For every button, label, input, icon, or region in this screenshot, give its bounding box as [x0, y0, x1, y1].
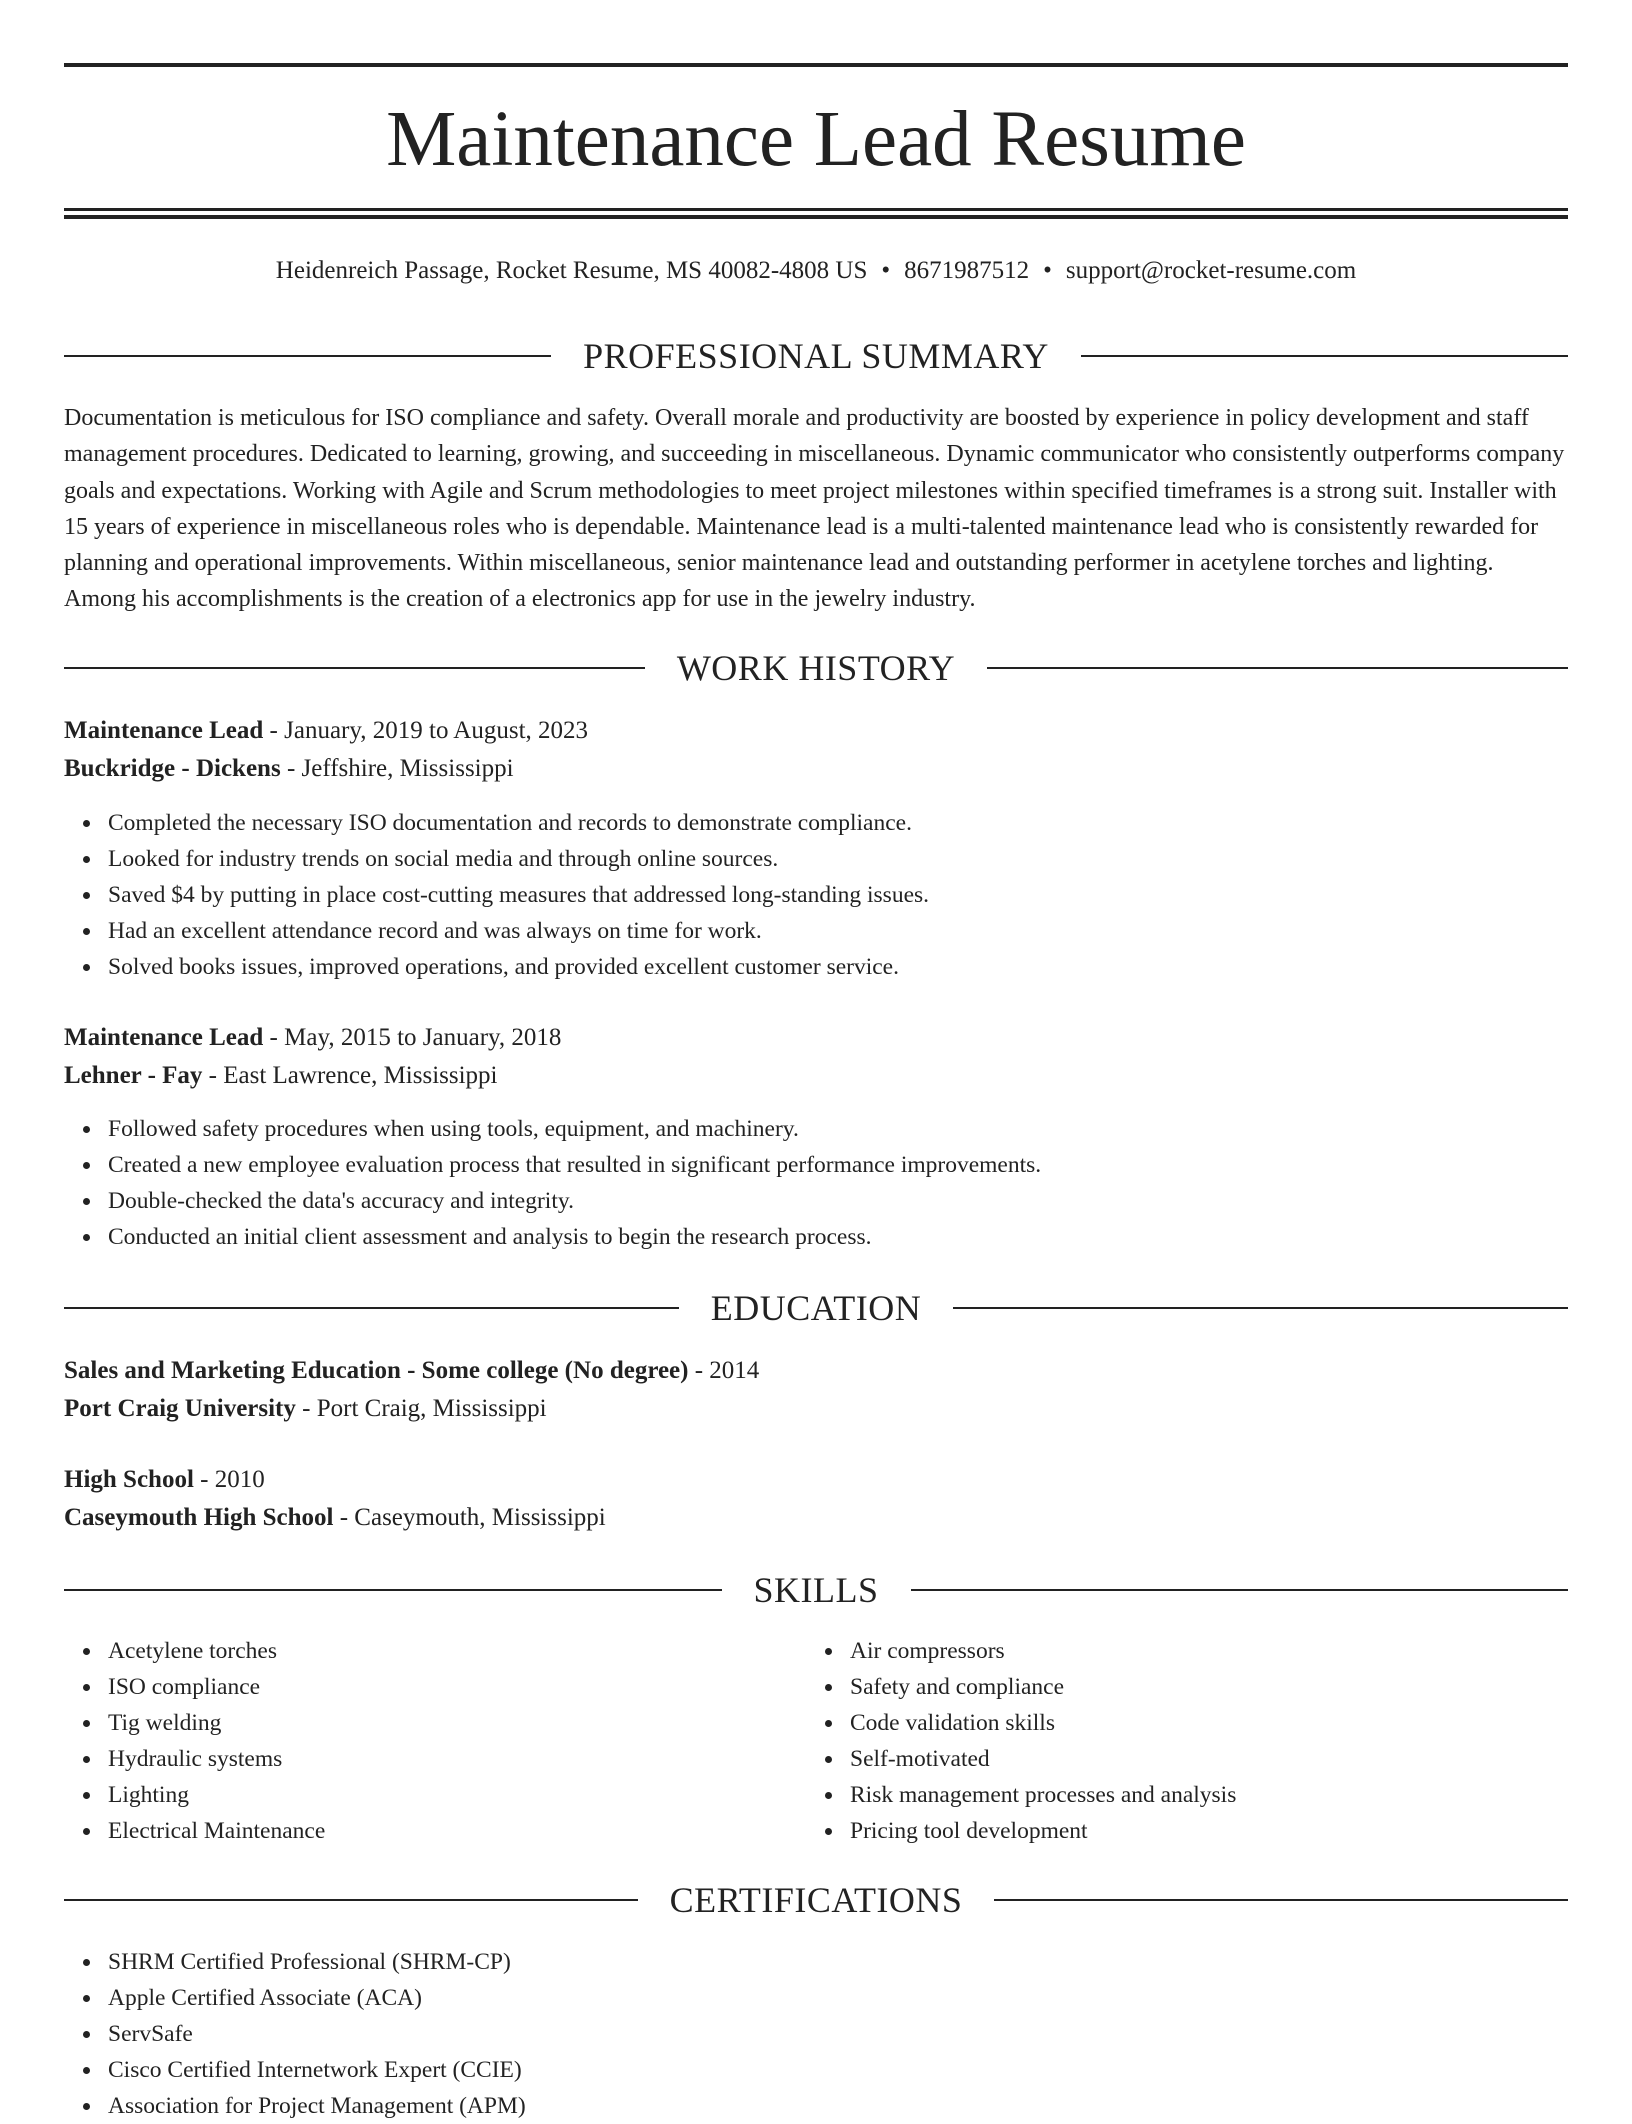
job-company: Lehner - Fay [64, 1062, 203, 1089]
section-title: WORK HISTORY [676, 648, 956, 688]
heading-rule-right [994, 1899, 1568, 1901]
job-title: Maintenance Lead [64, 1024, 264, 1051]
education-school-line [64, 1390, 1568, 1428]
heading-rule-right [1081, 355, 1568, 357]
job-dates: - May, 2015 to January, 2018 [263, 1024, 562, 1051]
list-item: ServSafe [108, 2016, 526, 2052]
heading-rule-right [911, 1589, 1569, 1591]
heading-rule-left [64, 355, 551, 357]
list-item: Apple Certified Associate (ACA) [108, 1980, 526, 2016]
list-item: Code validation skills [850, 1705, 1236, 1741]
education-entry [64, 1461, 1568, 1537]
list-item: Safety and compliance [850, 1669, 1236, 1705]
list-item: Self-motivated [850, 1741, 1236, 1777]
job-title: Maintenance Lead [64, 717, 264, 744]
list-item: Cisco Certified Internetwork Expert (CCIE) [108, 2052, 526, 2088]
education-year: - 2010 [193, 1466, 265, 1493]
contact-email: support@rocket-resume.com [1065, 257, 1357, 284]
job-entry [64, 712, 1568, 788]
section-title: EDUCATION [710, 1288, 922, 1328]
list-item: Double-checked the data's accuracy and integrity. [108, 1183, 1041, 1219]
job-company-line [64, 750, 1568, 788]
heading-rule-right [987, 667, 1568, 669]
list-item: Hydraulic systems [108, 1741, 325, 1777]
summary-text: Documentation is meticulous for ISO compliance and safety. Overall morale and productivity are boosted by experience in policy development and staff management procedures. Dedicated to learning, growing, and succeeding in miscellaneous. Dynamic communicator who consistently outperforms company goals and expectations. Working with Agile and Scrum methodologies to meet project milestones within specified timeframes is a strong suit. Installer with 15 years of experience in miscellaneous roles who is dependable. Maintenance lead is a multi-talented maintenance lead who is consistently rewarded for planning and operational improvements. Within miscellaneous, senior maintenance lead and outstanding performer in acetylene torches and lighting. Among his accomplishments is the creation of a electronics app for use in the jewelry industry. [64, 405, 1565, 613]
section-heading-certifications [64, 1880, 1568, 1920]
section-title: CERTIFICATIONS [669, 1880, 963, 1920]
section-heading-work [64, 648, 1568, 688]
contact-phone: 8671987512 [904, 257, 1030, 284]
education-year: - 2014 [688, 1357, 760, 1384]
skills-list-right [850, 1633, 1236, 1849]
education-degree: Sales and Marketing Education - Some college (No degree) [64, 1357, 689, 1384]
job-location: - East Lawrence, Mississippi [202, 1062, 498, 1089]
list-item: Completed the necessary ISO documentation and records to demonstrate compliance. [108, 805, 929, 841]
certifications-list [108, 1944, 526, 2124]
section-title: PROFESSIONAL SUMMARY [583, 336, 1049, 376]
job-company-line [64, 1057, 1568, 1095]
list-item: Solved books issues, improved operations, and provided excellent customer service. [108, 949, 929, 985]
list-item: Looked for industry trends on social media and through online sources. [108, 841, 929, 877]
list-item: Acetylene torches [108, 1633, 325, 1669]
education-school: Caseymouth High School [64, 1504, 334, 1531]
heading-rule-left [64, 667, 645, 669]
education-degree: High School [64, 1466, 194, 1493]
list-item: Air compressors [850, 1633, 1236, 1669]
job-company: Buckridge - Dickens [64, 755, 281, 782]
education-school: Port Craig University [64, 1395, 296, 1422]
section-heading-summary [64, 336, 1568, 376]
job-title-line [64, 712, 1568, 750]
heading-rule-right [953, 1307, 1568, 1309]
top-rule [64, 63, 1568, 67]
title-double-rule [64, 208, 1568, 219]
list-item: Association for Project Management (APM) [108, 2088, 526, 2124]
education-degree-line [64, 1352, 1568, 1390]
job-entry [64, 1019, 1568, 1095]
list-item: Risk management processes and analysis [850, 1777, 1236, 1813]
job-dates: - January, 2019 to August, 2023 [263, 717, 589, 744]
education-degree-line [64, 1461, 1568, 1499]
contact-address: Heidenreich Passage, Rocket Resume, MS 40082-4808 US [275, 257, 868, 284]
education-entry [64, 1352, 1568, 1428]
education-school-line [64, 1499, 1568, 1537]
heading-rule-left [64, 1307, 679, 1309]
education-location: - Port Craig, Mississippi [295, 1395, 547, 1422]
job-location: - Jeffshire, Mississippi [280, 755, 514, 782]
section-title: SKILLS [753, 1570, 879, 1610]
education-location: - Caseymouth, Mississippi [333, 1504, 606, 1531]
list-item: Followed safety procedures when using tools, equipment, and machinery. [108, 1111, 1041, 1147]
job-bullets [108, 1111, 1041, 1255]
list-item: Saved $4 by putting in place cost-cutting measures that addressed long-standing issues. [108, 877, 929, 913]
list-item: Had an excellent attendance record and was always on time for work. [108, 913, 929, 949]
list-item: SHRM Certified Professional (SHRM-CP) [108, 1944, 526, 1980]
job-bullets [108, 805, 929, 985]
list-item: Tig welding [108, 1705, 325, 1741]
heading-rule-left [64, 1899, 638, 1901]
contact-line [64, 254, 1568, 288]
heading-rule-left [64, 1589, 722, 1591]
resume-title: Maintenance Lead Resume [386, 96, 1246, 183]
contact-separator: • [1043, 257, 1052, 284]
list-item: ISO compliance [108, 1669, 325, 1705]
contact-separator: • [881, 257, 891, 284]
list-item: Created a new employee evaluation process that resulted in significant performance improvements. [108, 1147, 1041, 1183]
section-heading-skills [64, 1570, 1568, 1610]
list-item: Lighting [108, 1777, 325, 1813]
job-title-line [64, 1019, 1568, 1057]
list-item: Electrical Maintenance [108, 1813, 325, 1849]
list-item: Pricing tool development [850, 1813, 1236, 1849]
skills-list-left [108, 1633, 325, 1849]
section-heading-education [64, 1288, 1568, 1328]
list-item: Conducted an initial client assessment and analysis to begin the research process. [108, 1219, 1041, 1255]
